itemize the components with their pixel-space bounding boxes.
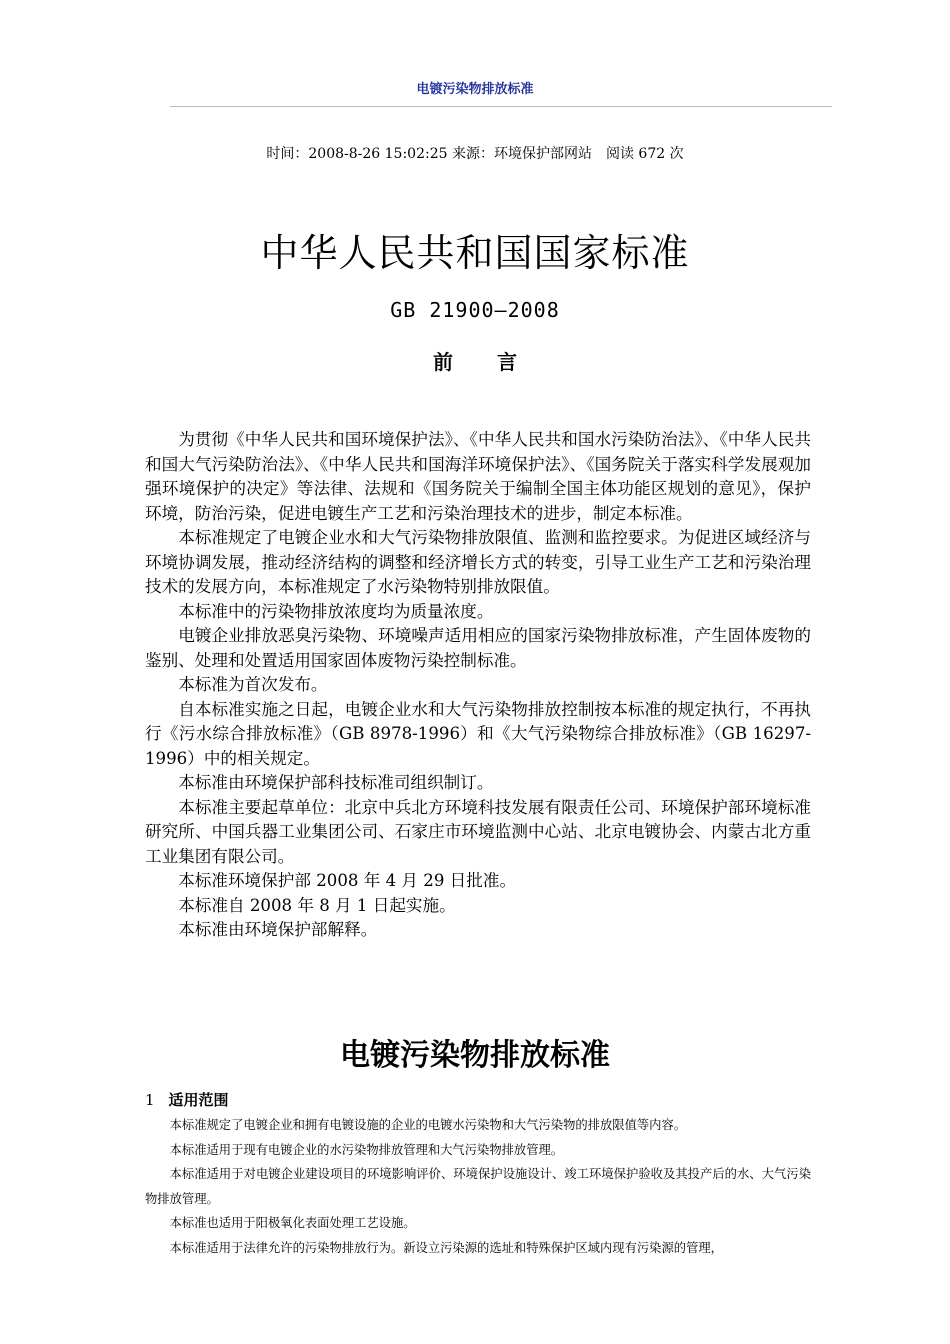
preface-paragraph: 为贯彻《中华人民共和国环境保护法》、《中华人民共和国水污染防治法》、《中华人民共和国大气污染防治法》、《中华人民共和国海洋环境保护法》、《国务院关于落实科学发展观加强环境保护的决定》等法律、法规和《国务院关于编制全国主体功能区规划的意见》，保护环境，防治污染，促进电镀生产工艺和污染治理技术的进步，制定本标准。: [145, 430, 811, 523]
preface-paragraph: 本标准主要起草单位：北京中兵北方环境科技发展有限责任公司、环境保护部环境标准研究所、中国兵器工业集团公司、石家庄市环境监测中心站、北京电镀协会、内蒙古北方重工业集团有限公司。: [145, 797, 811, 866]
preface-paragraph: 本标准中的污染物排放浓度均为质量浓度。: [178, 601, 494, 621]
preface-paragraph: 本标准由环境保护部科技标准司组织制订。: [178, 773, 494, 792]
preface-paragraph: 本标准由环境保护部解释。: [178, 920, 378, 939]
preface-paragraph: 电镀企业排放恶臭污染物、环境噪声适用相应的国家污染物排放标准，产生固体废物的鉴别、处理和处置适用国家固体废物污染控制标准。: [145, 626, 811, 670]
document-title: 中华人民共和国国家标准: [260, 231, 690, 275]
preface-body: [145, 428, 811, 943]
preface-paragraph: 本标准环境保护部 2008 年 4 月 29 日批准。: [178, 871, 517, 890]
preface-paragraph: 本标准为首次发布。: [178, 675, 328, 694]
section-paragraph: 本标准适用于现有电镀企业的水污染物排放管理和大气污染物排放管理。: [169, 1142, 564, 1157]
standard-section-title: 电镀污染物排放标准: [340, 1038, 610, 1073]
preface-heading-right: 言: [497, 350, 517, 374]
article-meta: 时间：2008-8-26 15:02:25 来源：环境保护部网站 阅读 672 次: [266, 146, 684, 162]
section-paragraph: 本标准适用于法律允许的污染物排放行为。新设立污染源的选址和特殊保护区域内现有污染源的管理，: [169, 1240, 723, 1255]
standard-code: GB 21900—2008: [390, 298, 560, 322]
section-body: [145, 1113, 811, 1260]
section-paragraph: 本标准也适用于阳极氧化表面处理工艺设施。: [169, 1216, 416, 1230]
preface-heading-left: 前: [433, 350, 453, 374]
section-heading-text: 适用范围: [168, 1091, 229, 1109]
section-number: 1: [145, 1091, 155, 1109]
preface-paragraph: 自本标准实施之日起，电镀企业水和大气污染物排放控制按本标准的规定执行，不再执行《污水综合排放标准》（GB 8978-1996）和《大气污染物综合排放标准》（GB 16297-1996）中的相关规定。: [145, 699, 811, 768]
preface-paragraph: 本标准自 2008 年 8 月 1 日起实施。: [178, 895, 456, 915]
section-paragraph: 本标准规定了电镀企业和拥有电镀设施的企业的电镀水污染物和大气污染物的排放限值等内容。: [169, 1118, 687, 1132]
preface-paragraph: 本标准规定了电镀企业水和大气污染物排放限值、监测和监控要求。为促进区域经济与环境协调发展，推动经济结构的调整和经济增长方式的转变，引导工业生产工艺和污染治理技术的发展方向，本标准规定了水污染物特别排放限值。: [145, 528, 811, 596]
section-heading: [145, 1089, 229, 1110]
section-paragraph: 本标准适用于对电镀企业建设项目的环境影响评价、环境保护设施设计、竣工环境保护验收及其投产后的水、大气污染物排放管理。: [145, 1167, 811, 1206]
page-header-title: 电镀污染物排放标准: [416, 82, 534, 97]
header-divider: [170, 106, 832, 107]
preface-heading: [0, 346, 950, 375]
